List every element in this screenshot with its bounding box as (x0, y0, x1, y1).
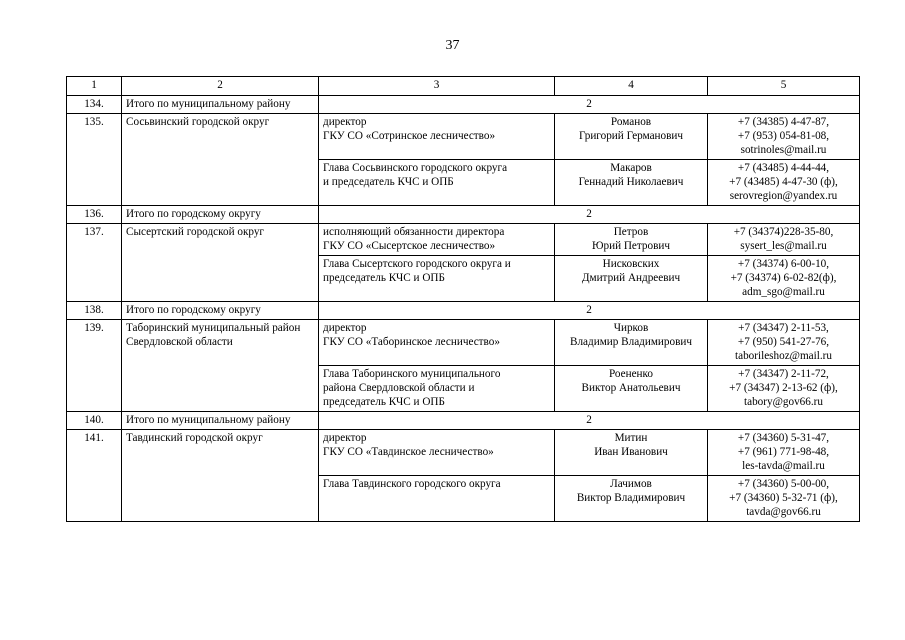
position-line: ГКУ СО «Таборинское лесничество» (323, 336, 500, 348)
position-line: директор (323, 322, 367, 334)
person-line: Дмитрий Андреевич (581, 272, 681, 284)
position-cell (319, 366, 555, 412)
position-line: Глава Сосьвинского городского округа (323, 162, 508, 174)
total-row (67, 412, 860, 430)
contact-line: +7 (34374) 6-00-10, (737, 258, 830, 270)
total-count: 2 (319, 96, 860, 114)
contact-cell (708, 476, 860, 522)
municipality-name: Таборинский муниципальный район Свердловской области (122, 320, 319, 412)
contact-line: tabory@gov66.ru (744, 396, 823, 408)
position-line: Глава Тавдинского городского округа (323, 478, 501, 490)
row-number: 135. (67, 114, 122, 206)
contact-cell (708, 114, 860, 160)
position-line: и председатель КЧС и ОПБ (323, 176, 454, 188)
person-cell (555, 476, 708, 522)
table-row (67, 114, 860, 160)
contact-line: tavda@gov66.ru (746, 506, 821, 518)
contact-cell (708, 224, 860, 256)
person-line: Митин (614, 432, 648, 444)
contact-line: +7 (34347) 2-11-53, (738, 322, 829, 334)
total-count: 2 (319, 302, 860, 320)
total-label: Итого по городскому округу (122, 206, 319, 224)
position-cell (319, 320, 555, 366)
person-line: Григорий Германович (578, 130, 684, 142)
table-row (67, 320, 860, 366)
person-line: Макаров (610, 162, 652, 174)
contact-cell (708, 430, 860, 476)
position-cell (319, 430, 555, 476)
contacts-table (66, 76, 860, 522)
contact-line: +7 (34360) 5-32-71 (ф), (729, 492, 838, 504)
header-cell: 1 (67, 77, 122, 96)
contact-line: adm_sgo@mail.ru (742, 286, 825, 298)
person-cell (555, 366, 708, 412)
row-number: 134. (67, 96, 122, 114)
position-line: Глава Сысертского городского округа и (323, 258, 511, 270)
table-header-row (67, 77, 860, 96)
municipality-name: Тавдинский городской округ (122, 430, 319, 522)
person-cell (555, 256, 708, 302)
contact-line: +7 (34385) 4-47-87, (737, 116, 830, 128)
contact-line: +7 (953) 054-81-08, (737, 130, 830, 142)
person-line: Юрий Петрович (591, 240, 671, 252)
contact-line: +7 (34360) 5-00-00, (737, 478, 830, 490)
position-line: ГКУ СО «Сотринское лесничество» (323, 130, 496, 142)
municipality-name: Сысертский городской округ (122, 224, 319, 302)
position-line: ГКУ СО «Сысертское лесничество» (323, 240, 496, 252)
person-line: Иван Иванович (594, 446, 668, 458)
position-cell (319, 224, 555, 256)
position-line: председатель КЧС и ОПБ (323, 396, 445, 408)
person-line: Геннадий Николаевич (578, 176, 684, 188)
position-line: ГКУ СО «Тавдинское лесничество» (323, 446, 494, 458)
position-cell (319, 160, 555, 206)
total-row (67, 206, 860, 224)
person-cell (555, 224, 708, 256)
person-line: Виктор Владимирович (576, 492, 686, 504)
header-cell: 3 (319, 77, 555, 96)
contact-line: +7 (34374)228-35-80, (733, 226, 834, 238)
position-cell (319, 114, 555, 160)
person-line: Роененко (608, 368, 654, 380)
contact-line: serovregion@yandex.ru (729, 190, 838, 202)
row-number: 139. (67, 320, 122, 412)
person-line: Петров (613, 226, 649, 238)
person-line: Чирков (613, 322, 649, 334)
header-cell: 5 (708, 77, 860, 96)
contact-line: taborileshoz@mail.ru (735, 350, 832, 362)
total-label: Итого по муниципальному району (122, 96, 319, 114)
row-number: 137. (67, 224, 122, 302)
contact-line: +7 (34374) 6-02-82(ф), (730, 272, 837, 284)
contact-line: +7 (34347) 2-13-62 (ф), (729, 382, 838, 394)
table-row (67, 430, 860, 476)
position-line: Глава Таборинского муниципального (323, 368, 501, 380)
contact-line: +7 (961) 771-98-48, (737, 446, 830, 458)
contact-cell (708, 256, 860, 302)
person-cell (555, 430, 708, 476)
person-line: Нисковских (602, 258, 660, 270)
person-cell (555, 160, 708, 206)
row-number: 138. (67, 302, 122, 320)
person-line: Романов (610, 116, 652, 128)
contact-line: +7 (43485) 4-47-30 (ф), (729, 176, 838, 188)
position-line: исполняющий обязанности директора (323, 226, 505, 238)
header-cell: 4 (555, 77, 708, 96)
municipality-name: Сосьвинский городской округ (122, 114, 319, 206)
page-number: 37 (445, 38, 460, 53)
position-line: района Свердловской области и (323, 382, 475, 394)
position-line: директор (323, 116, 367, 128)
contact-line: +7 (34347) 2-11-72, (738, 368, 829, 380)
total-row (67, 96, 860, 114)
position-cell (319, 476, 555, 522)
position-cell (319, 256, 555, 302)
contact-line: sotrinoles@mail.ru (740, 144, 827, 156)
row-number: 140. (67, 412, 122, 430)
total-count: 2 (319, 412, 860, 430)
contact-cell (708, 366, 860, 412)
person-line: Лачимов (610, 478, 652, 490)
total-label: Итого по муниципальному району (122, 412, 319, 430)
person-line: Виктор Анатольевич (581, 382, 681, 394)
contact-line: +7 (43485) 4-44-44, (737, 162, 830, 174)
contact-cell (708, 160, 860, 206)
contact-line: +7 (950) 541-27-76, (737, 336, 830, 348)
contact-line: +7 (34360) 5-31-47, (737, 432, 830, 444)
contact-line: les-tavda@mail.ru (742, 460, 825, 472)
row-number: 141. (67, 430, 122, 522)
position-line: председатель КЧС и ОПБ (323, 272, 445, 284)
position-line: директор (323, 432, 367, 444)
table-row (67, 224, 860, 256)
person-cell (555, 114, 708, 160)
contact-cell (708, 320, 860, 366)
person-cell (555, 320, 708, 366)
total-label: Итого по городскому округу (122, 302, 319, 320)
header-cell: 2 (122, 77, 319, 96)
contact-line: sysert_les@mail.ru (740, 240, 827, 252)
total-row (67, 302, 860, 320)
person-line: Владимир Владимирович (570, 336, 692, 348)
total-count: 2 (319, 206, 860, 224)
row-number: 136. (67, 206, 122, 224)
